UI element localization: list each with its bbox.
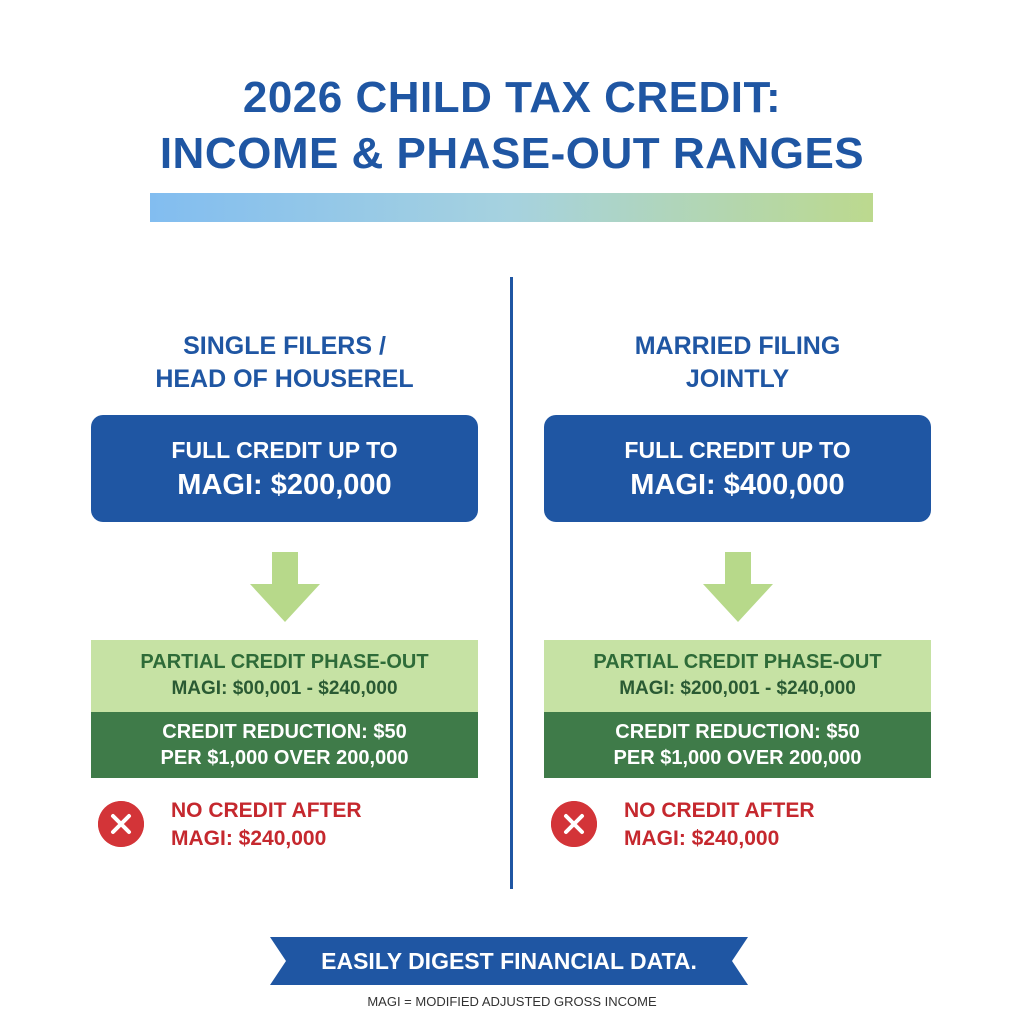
down-arrow-icon <box>250 552 320 622</box>
down-arrow-icon <box>703 552 773 622</box>
single-credit-reduction-box <box>91 712 478 778</box>
married-full-credit-box <box>544 415 931 522</box>
single-reduction-line-1: CREDIT REDUCTION: $50 <box>162 721 407 743</box>
married-reduction-line-2: PER $1,000 OVER 200,000 <box>613 747 862 769</box>
single-partial-label: PARTIAL CREDIT PHASE-OUT <box>140 651 429 673</box>
single-partial-range: MAGI: $00,001 - $240,000 <box>171 678 398 699</box>
x-circle-icon <box>551 801 597 847</box>
ribbon-text: EASILY DIGEST FINANCIAL DATA. <box>321 948 697 974</box>
married-partial-label: PARTIAL CREDIT PHASE-OUT <box>593 651 882 673</box>
single-no-credit-line-1: NO CREDIT AFTER <box>171 799 362 822</box>
single-full-credit-amount: MAGI: $200,000 <box>177 469 392 501</box>
married-full-credit-label: FULL CREDIT UP TO <box>624 437 851 463</box>
single-no-credit-text <box>171 797 362 853</box>
married-no-credit-text <box>624 797 815 853</box>
married-no-credit-line-2: MAGI: $240,000 <box>624 827 780 850</box>
married-heading-line-2: JOINTLY <box>685 365 790 393</box>
single-partial-credit-box <box>91 640 478 712</box>
married-partial-credit-box <box>544 640 931 712</box>
magi-footnote: MAGI = MODIFIED ADJUSTED GROSS INCOME <box>367 994 657 1009</box>
x-circle-icon <box>98 801 144 847</box>
single-filers-heading <box>91 330 478 396</box>
married-no-credit-line-1: NO CREDIT AFTER <box>624 799 815 822</box>
single-full-credit-label: FULL CREDIT UP TO <box>171 437 398 463</box>
column-divider <box>510 277 513 889</box>
married-full-credit-amount: MAGI: $400,000 <box>630 469 845 501</box>
married-filing-heading <box>544 330 931 396</box>
married-heading-line-1: MARRIED FILING <box>634 332 841 360</box>
page-title-line-1: 2026 CHILD TAX CREDIT: <box>242 73 782 122</box>
single-reduction-line-2: PER $1,000 OVER 200,000 <box>160 747 409 769</box>
single-no-credit-line-2: MAGI: $240,000 <box>171 827 327 850</box>
single-heading-line-2: HEAD OF HOUSEREL <box>155 365 414 393</box>
page-title <box>0 70 1024 182</box>
single-heading-line-1: SINGLE FILERS / <box>183 332 386 360</box>
married-no-credit-note <box>549 795 929 855</box>
single-no-credit-note <box>96 795 476 855</box>
married-partial-range: MAGI: $200,001 - $240,000 <box>619 678 856 699</box>
summary-ribbon-banner <box>270 937 748 985</box>
single-full-credit-box <box>91 415 478 522</box>
title-gradient-bar <box>150 193 873 222</box>
married-reduction-line-1: CREDIT REDUCTION: $50 <box>615 721 860 743</box>
page-title-line-2: INCOME & PHASE-OUT RANGES <box>159 129 865 178</box>
married-credit-reduction-box <box>544 712 931 778</box>
